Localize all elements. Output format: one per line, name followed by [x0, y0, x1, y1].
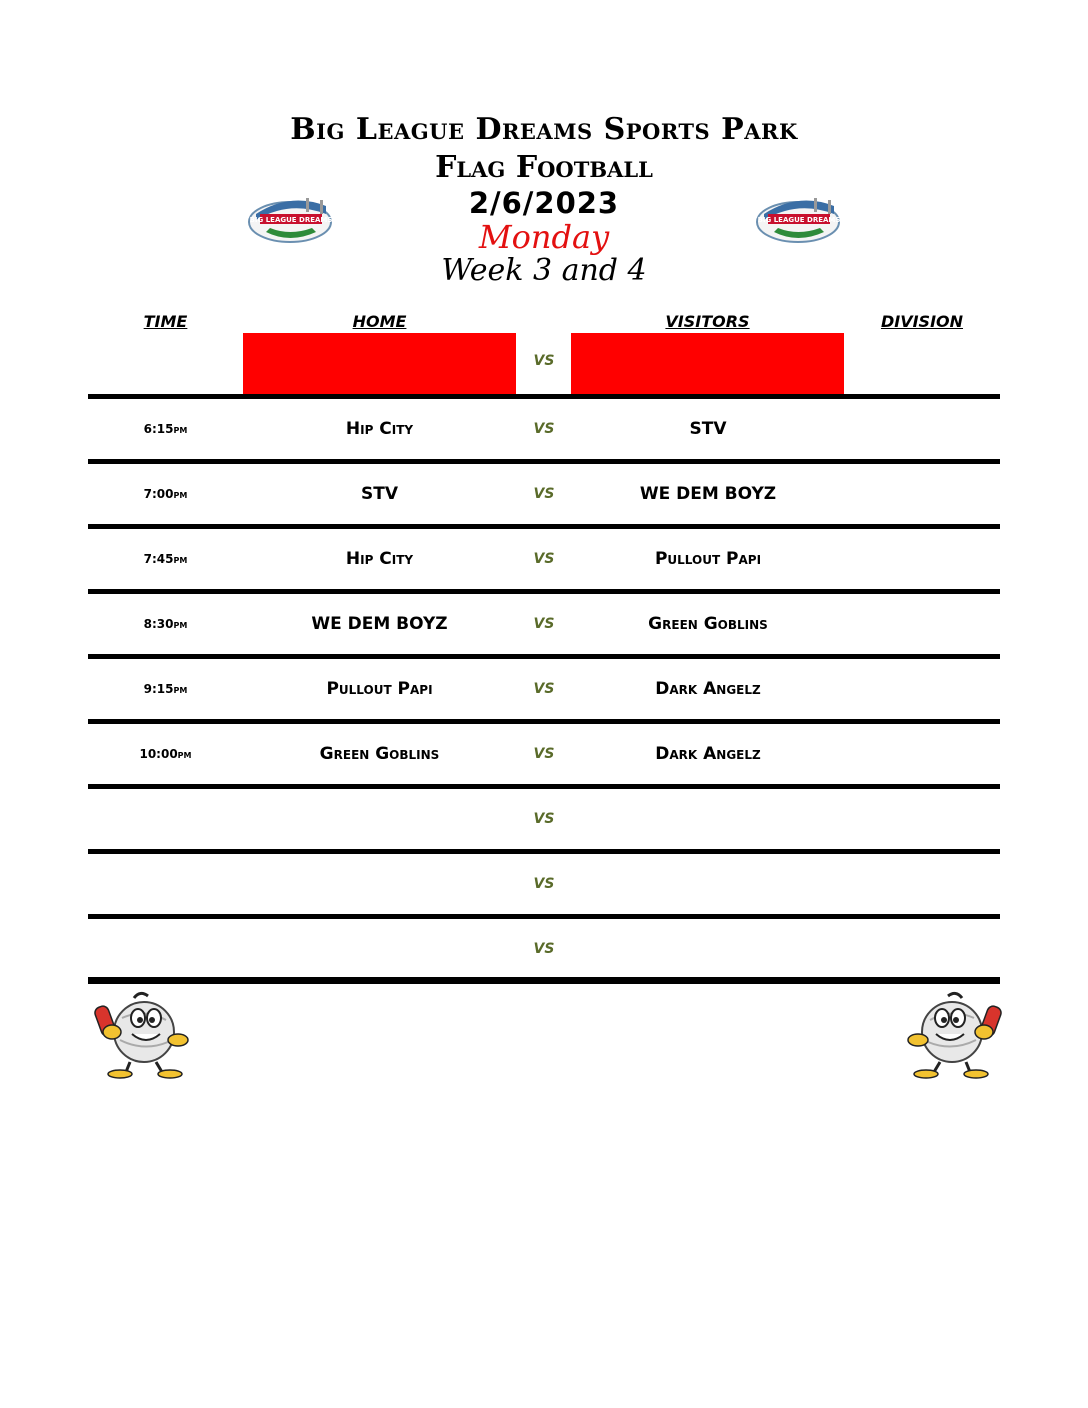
game-row	[88, 459, 1000, 524]
home-header-box	[243, 333, 516, 395]
home-team: WE DEM BOYZ	[311, 614, 448, 634]
schedule-week: Week 3 and 4	[441, 253, 647, 288]
vs-label: VS	[533, 746, 555, 762]
game-row	[88, 784, 1000, 849]
game-row	[88, 654, 1000, 719]
home-team	[243, 789, 516, 849]
home-team	[243, 854, 516, 914]
visiting-team	[572, 919, 844, 979]
home-team: STV	[361, 484, 398, 504]
game-time: 6:15pm	[143, 422, 188, 436]
column-header-visitors: VISITORS	[665, 312, 750, 331]
stadium-logo-left	[246, 192, 334, 244]
game-row	[88, 719, 1000, 784]
vs-label: VS	[533, 681, 555, 697]
stadium-logo-right	[754, 192, 842, 244]
game-time: 8:30pm	[143, 617, 188, 631]
visiting-team: Green Goblins	[648, 614, 768, 634]
vs-label: VS	[533, 486, 555, 502]
visiting-team: WE DEM BOYZ	[639, 484, 777, 504]
mascot-phone-left	[92, 988, 198, 1080]
game-row	[88, 589, 1000, 654]
schedule-table	[88, 394, 1000, 979]
home-team: Pullout Papi	[326, 679, 433, 699]
game-time: 7:00pm	[143, 487, 188, 501]
column-header-division: DIVISION	[880, 312, 964, 331]
visiting-team	[572, 789, 844, 849]
game-time	[88, 854, 243, 914]
mascot-phone-right	[898, 988, 1004, 1080]
game-time: 9:15pm	[143, 682, 188, 696]
home-team: Hip City	[345, 549, 414, 569]
visiting-team: Dark Angelz	[655, 744, 761, 764]
table-bottom-rule	[88, 977, 1000, 984]
svg-text:BIG LEAGUE DREAMS: BIG LEAGUE DREAMS	[757, 216, 841, 224]
game-row	[88, 849, 1000, 914]
game-row	[88, 524, 1000, 589]
visiting-team: Pullout Papi	[654, 549, 762, 569]
header-vs-label: VS	[533, 353, 555, 369]
page-title: Big League Dreams Sports Park	[290, 112, 798, 147]
division-cell	[844, 659, 1000, 719]
visiting-team: Dark Angelz	[655, 679, 761, 699]
game-time: 7:45pm	[143, 552, 188, 566]
home-team: Green Goblins	[319, 744, 440, 764]
schedule-day: Monday	[478, 218, 610, 256]
division-cell	[844, 464, 1000, 524]
column-header-home: HOME	[352, 312, 407, 331]
division-cell	[844, 789, 1000, 849]
division-cell	[844, 594, 1000, 654]
game-row	[88, 394, 1000, 459]
vs-label: VS	[533, 811, 555, 827]
game-time: 10:00pm	[139, 747, 192, 761]
division-cell	[844, 529, 1000, 589]
svg-text:BIG LEAGUE DREAMS: BIG LEAGUE DREAMS	[249, 216, 333, 224]
game-time	[88, 919, 243, 979]
visiting-team: STV	[689, 419, 727, 439]
vs-label: VS	[533, 876, 555, 892]
division-cell	[844, 919, 1000, 979]
home-team	[243, 919, 516, 979]
vs-label: VS	[533, 941, 555, 957]
visitors-header-box	[571, 333, 844, 395]
division-cell	[844, 724, 1000, 784]
vs-label: VS	[533, 551, 555, 567]
schedule-date: 2/6/2023	[468, 186, 620, 220]
vs-label: VS	[533, 616, 555, 632]
division-cell	[844, 399, 1000, 459]
game-row	[88, 914, 1000, 979]
visiting-team	[572, 854, 844, 914]
division-cell	[844, 854, 1000, 914]
schedule-header	[0, 112, 1088, 288]
home-team: Hip City	[345, 419, 414, 439]
vs-label: VS	[533, 421, 555, 437]
game-time	[88, 789, 243, 849]
page-subtitle: Flag Football	[435, 150, 653, 185]
column-header-time: TIME	[143, 312, 188, 331]
